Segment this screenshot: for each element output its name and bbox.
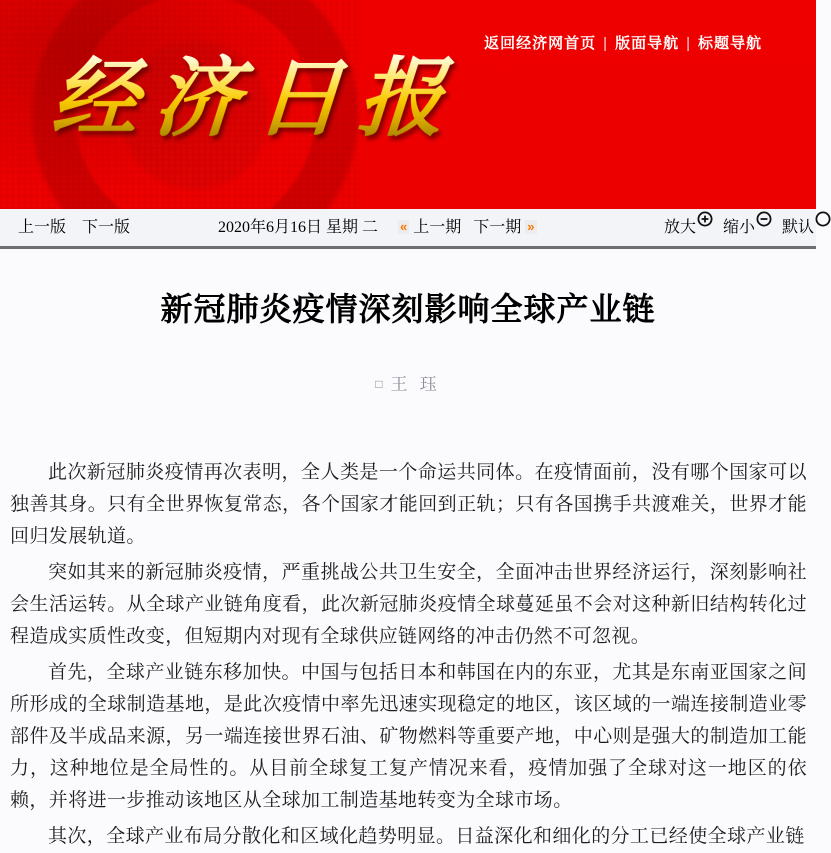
zoom-out-icon[interactable] bbox=[756, 204, 772, 241]
link-return-home[interactable]: 返回经济网首页 bbox=[484, 35, 597, 52]
link-separator: | bbox=[686, 35, 691, 52]
prev-issue-arrow-icon[interactable]: « bbox=[400, 219, 408, 234]
link-separator: | bbox=[603, 35, 609, 52]
zoom-in-label: 放大 bbox=[664, 219, 697, 236]
paragraph: 首先，全球产业链东移加快。中国与包括日本和韩国在内的东亚，尤其是东南亚国家之间所形成的全球制造基地，是此次疫情中率先迅速实现稳定的地区，该区域的一端连接制造业零部件及半成品来源，另一端连接世界石油、矿物燃料等重要产地，中心则是强大的制造加工能力，这种地位是全局性的。从目前全球复工复产情况来看，疫情加强了全球对这一地区的依赖，并将进一步推动该地区从全球加工制造基地转变为全球市场。 bbox=[10, 662, 807, 811]
newspaper-logo: 经济日报 bbox=[48, 48, 464, 149]
toolbar bbox=[0, 209, 816, 249]
zoom-in-icon[interactable] bbox=[697, 204, 713, 241]
next-page-link[interactable]: 下一版 bbox=[82, 219, 131, 236]
version-nav bbox=[18, 209, 130, 246]
article-body bbox=[0, 457, 816, 853]
article-author bbox=[0, 370, 816, 395]
article-page bbox=[0, 284, 816, 847]
zoom-out-label: 缩小 bbox=[723, 219, 756, 236]
prev-page-link[interactable]: 上一版 bbox=[18, 219, 67, 236]
article-title: 新冠肺炎疫情深刻影响全球产业链 bbox=[160, 291, 656, 327]
paragraph: 此次新冠肺炎疫情再次表明，全人类是一个命运共同体。在疫情面前，没有哪个国家可以独善其身。只有全世界恢复常态，各个国家才能回到正轨；只有各国携手共渡难关，世界才能回归发展轨道。 bbox=[10, 462, 807, 547]
font-size-controls bbox=[664, 209, 831, 247]
default-size-icon[interactable] bbox=[815, 204, 831, 241]
issue-date: 2020年6月16日 星期 二 bbox=[218, 219, 379, 236]
default-size-label: 默认 bbox=[782, 219, 815, 236]
prev-issue-link[interactable]: 上一期 bbox=[413, 219, 462, 236]
issue-nav bbox=[398, 209, 537, 246]
next-issue-link[interactable]: 下一期 bbox=[473, 219, 522, 236]
paragraph: 突如其来的新冠肺炎疫情，严重挑战公共卫生安全，全面冲击世界经济运行，深刻影响社会生活运转。从全球产业链角度看，此次新冠肺炎疫情全球蔓延虽不会对这种新旧结构转化过程造成实质性改变，但短期内对现有全球供应链网络的冲击仍然不可忽视。 bbox=[10, 562, 807, 647]
next-issue-arrow-icon[interactable]: » bbox=[527, 219, 535, 234]
masthead-banner bbox=[0, 0, 816, 209]
banner-nav-links bbox=[484, 32, 762, 53]
author-marker-icon: □ bbox=[375, 377, 387, 391]
paragraph: 其次，全球产业布局分散化和区域化趋势明显。日益深化和细化的分工已经使全球产业链 bbox=[48, 826, 805, 847]
link-title-nav[interactable]: 标题导航 bbox=[697, 35, 762, 52]
link-layout-nav[interactable]: 版面导航 bbox=[615, 35, 680, 52]
author-name: 王 珏 bbox=[390, 375, 441, 394]
